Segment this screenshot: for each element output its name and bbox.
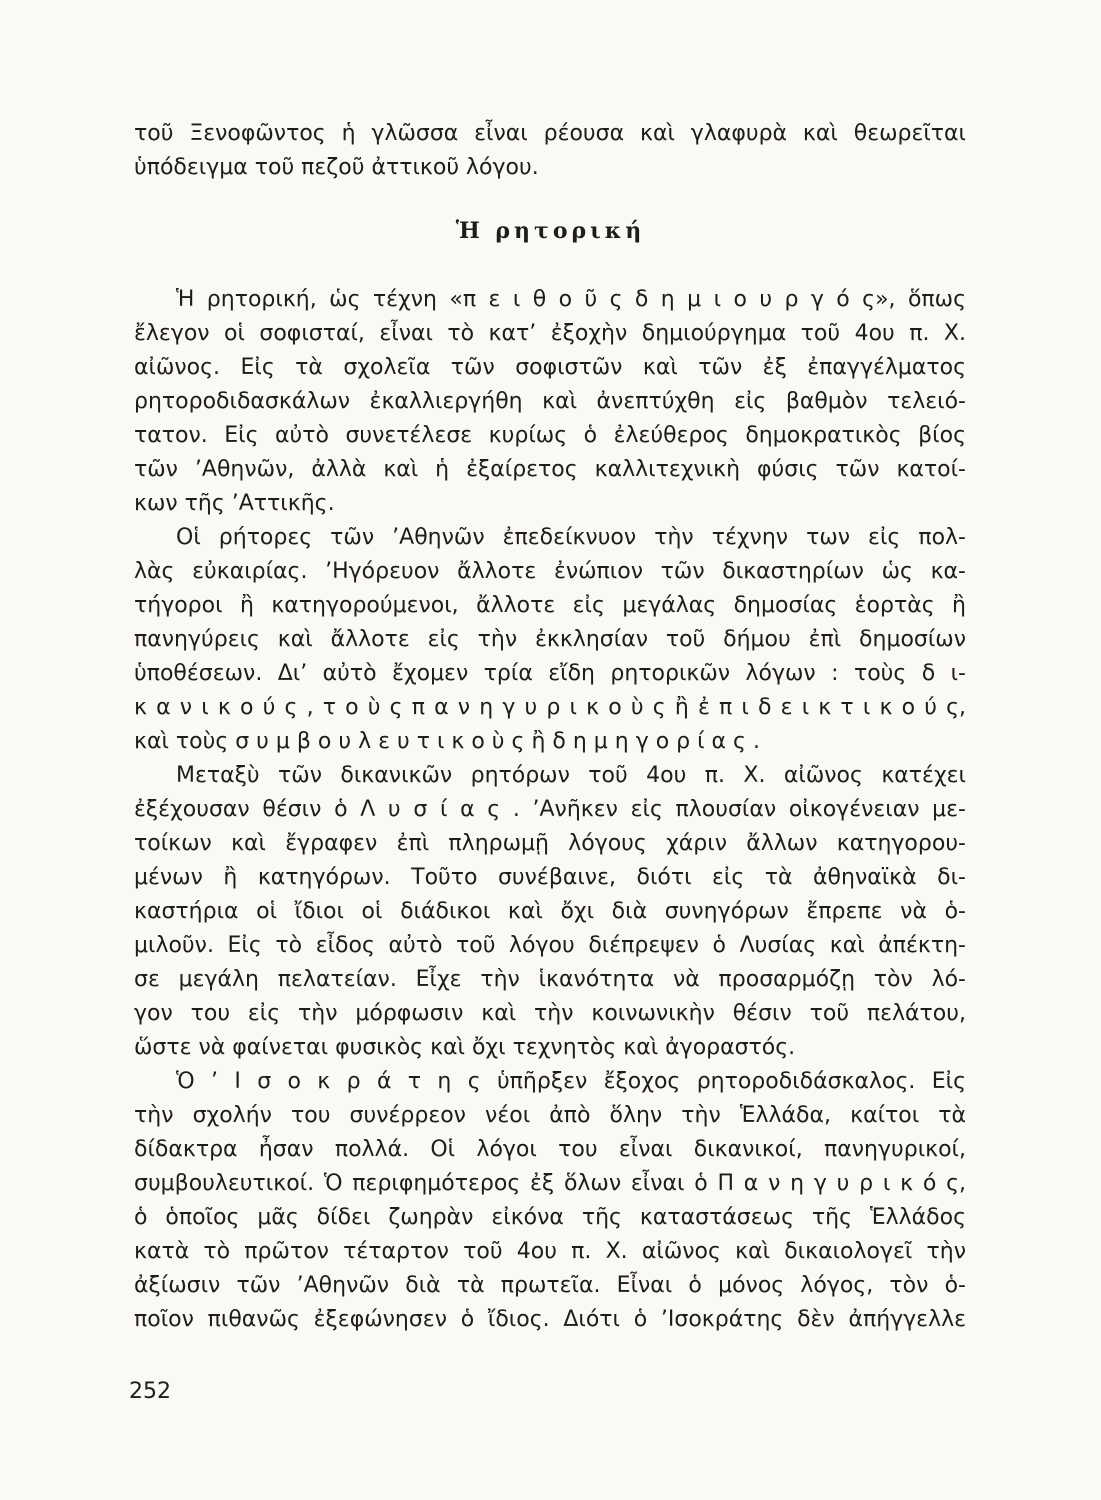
paragraph-line: αἰῶνος. Εἰς τὰ σχολεῖα τῶν σοφιστῶν καὶ τῶν ἐξ ἐπαγγέλματος — [134, 355, 966, 380]
paragraph-line: ἐξέχουσαν θέσιν ὁ Λ υ σ ί α ς . ’Ανῆκεν εἰς πλουσίαν οἰκογένειαν με- — [134, 797, 966, 822]
paragraph-line: ὑποθέσεων. Δι’ αὐτὸ ἔχομεν τρία εἴδη ρητορικῶν λόγων : τοὺς δ ι- — [134, 661, 966, 686]
paragraph-line: πανηγύρεις καὶ ἄλλοτε εἰς τὴν ἐκκλησίαν τοῦ δήμου ἐπὶ δημοσίων — [134, 627, 966, 652]
intro-line: τοῦ Ξενοφῶντος ἡ γλῶσσα εἶναι ρέουσα καὶ γλαφυρὰ καὶ θεωρεῖται — [134, 121, 966, 146]
paragraph-line: τήγοροι ἢ κατηγορούμενοι, ἄλλοτε εἰς μεγάλας δημοσίας ἑορτὰς ἢ — [134, 593, 966, 618]
paragraph-line: τοίκων καὶ ἔγραφεν ἐπὶ πληρωμῇ λόγους χάριν ἄλλων κατηγορου- — [134, 831, 966, 856]
paragraph-line: σε μεγάλη πελατείαν. Εἶχε τὴν ἱκανότητα νὰ προσαρμόζῃ τὸν λό- — [134, 967, 966, 992]
paragraph-line: ὁ ὁποῖος μᾶς δίδει ζωηρὰν εἰκόνα τῆς καταστάσεως τῆς Ἑλλάδος — [134, 1205, 966, 1230]
paragraph-line: καστήρια οἱ ἴδιοι οἱ διάδικοι καὶ ὄχι διὰ συνηγόρων ἔπρεπε νὰ ὁ- — [134, 899, 966, 924]
paragraph-line: μιλοῦν. Εἰς τὸ εἶδος αὐτὸ τοῦ λόγου διέπρεψεν ὁ Λυσίας καὶ ἀπέκτη- — [134, 933, 966, 958]
intro-line: ὑπόδειγμα τοῦ πεζοῦ ἀττικοῦ λόγου. — [134, 155, 539, 180]
paragraph-line: Ὁ ’ Ι σ ο κ ρ ά τ η ς ὑπῆρξεν ἔξοχος ρητοροδιδάσκαλος. Εἰς — [176, 1069, 966, 1094]
paragraph-line: καὶ τοὺς σ υ μ β ο υ λ ε υ τ ι κ ο ὺ ς ἢ δ η μ η γ ο ρ ί α ς . — [134, 729, 760, 754]
paragraph-line: κ α ν ι κ ο ύ ς , τ ο ὺ ς π α ν η γ υ ρ ι κ ο ὺ ς ἢ ἐ π ι δ ε ι κ τ ι κ ο ύ ς, — [134, 695, 966, 720]
paragraph-line: τῶν ’Αθηνῶν, ἀλλὰ καὶ ἡ ἐξαίρετος καλλιτεχνικὴ φύσις τῶν κατοί- — [134, 457, 966, 482]
paragraph-line: ρητοροδιδασκάλων ἐκαλλιεργήθη καὶ ἀνεπτύχθη εἰς βαθμὸν τελειό- — [134, 389, 966, 414]
paragraph-line: δίδακτρα ἦσαν πολλά. Οἱ λόγοι του εἶναι δικανικοί, πανηγυρικοί, — [134, 1137, 966, 1162]
paragraph-line: τατον. Εἰς αὐτὸ συνετέλεσε κυρίως ὁ ἐλεύθερος δημοκρατικὸς βίος — [134, 423, 966, 448]
page-number: 252 — [129, 1379, 171, 1404]
paragraph-line: ἔλεγον οἱ σοφισταί, εἶναι τὸ κατ’ ἐξοχὴν δημιούργημα τοῦ 4ου π. Χ. — [134, 321, 966, 346]
paragraph-line: ὥστε νὰ φαίνεται φυσικὸς καὶ ὄχι τεχνητὸς καὶ ἀγοραστός. — [134, 1035, 796, 1060]
paragraph-line: τὴν σχολήν του συνέρρεον νέοι ἀπὸ ὅλην τὴν Ἑλλάδα, καίτοι τὰ — [134, 1103, 966, 1128]
paragraph-line: γον του εἰς τὴν μόρφωσιν καὶ τὴν κοινωνικὴν θέσιν τοῦ πελάτου, — [134, 1001, 966, 1026]
paragraph-line: λὰς εὐκαιρίας. ’Ηγόρευον ἄλλοτε ἐνώπιον τῶν δικαστηρίων ὡς κα- — [134, 559, 966, 584]
section-heading: Ἡ ρητορική — [455, 218, 646, 244]
paragraph-line: Ἡ ρητορική, ὡς τέχνη «π ε ι θ ο ῦ ς δ η μ ι ο υ ρ γ ό ς», ὅπως — [176, 287, 966, 312]
paragraph-line: κων τῆς ’Αττικῆς. — [134, 491, 335, 516]
paragraph-line: μένων ἢ κατηγόρων. Τοῦτο συνέβαινε, διότι εἰς τὰ ἀθηναϊκὰ δι- — [134, 865, 966, 890]
paragraph-line: ποῖον πιθανῶς ἐξεφώνησεν ὁ ἴδιος. Διότι ὁ ’Ισοκράτης δὲν ἀπήγγελλε — [134, 1307, 966, 1332]
paragraph-line: συμβουλευτικοί. Ὁ περιφημότερος ἐξ ὅλων εἶναι ὁ Π α ν η γ υ ρ ι κ ό ς, — [134, 1171, 966, 1196]
paragraph-line: ἀξίωσιν τῶν ’Αθηνῶν διὰ τὰ πρωτεῖα. Εἶναι ὁ μόνος λόγος, τὸν ὁ- — [134, 1273, 966, 1298]
paragraph-line: Μεταξὺ τῶν δικανικῶν ρητόρων τοῦ 4ου π. Χ. αἰῶνος κατέχει — [176, 763, 966, 788]
paragraph-line: κατὰ τὸ πρῶτον τέταρτον τοῦ 4ου π. Χ. αἰῶνος καὶ δικαιολογεῖ τὴν — [134, 1239, 966, 1264]
paragraph-line: Οἱ ρήτορες τῶν ’Αθηνῶν ἐπεδείκνυον τὴν τέχνην των εἰς πολ- — [176, 525, 966, 550]
